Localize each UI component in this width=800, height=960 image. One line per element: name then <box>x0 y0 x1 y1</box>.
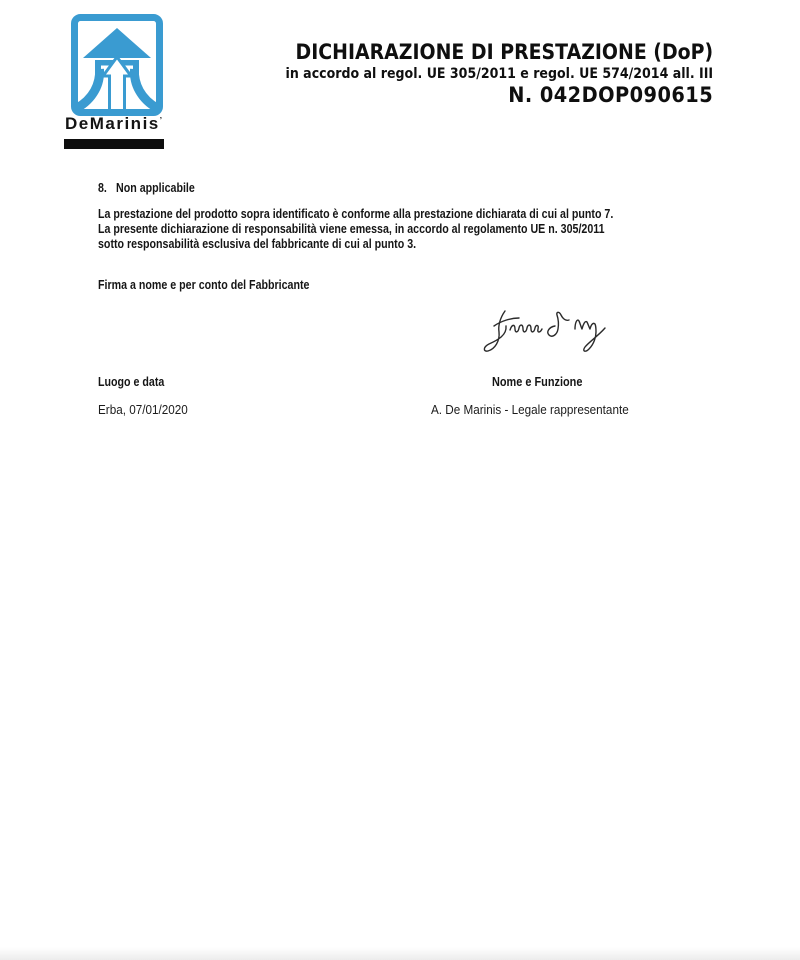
document-title: DICHIARAZIONE DI PRESTAZIONE (DoP) <box>295 40 713 64</box>
name-function-value: A. De Marinis - Legale rappresentante <box>431 402 629 417</box>
list-item-8-number: 8. <box>98 180 107 195</box>
signature-caption: Firma a nome e per conto del Fabbricante <box>98 277 310 292</box>
demarinis-logo-icon <box>71 14 163 116</box>
declaration-paragraph <box>98 206 726 252</box>
list-item-8 <box>98 180 216 195</box>
paragraph-line-2: La presente dichiarazione di responsabilità viene emessa, in accordo al regolamento UE n. 305/2011 <box>98 221 605 237</box>
document-subtitle: in accordo al regol. UE 305/2011 e regol. UE 574/2014 all. III <box>285 66 713 82</box>
place-date-label: Luogo e data <box>98 374 165 389</box>
place-date-value: Erba, 07/01/2020 <box>98 402 188 417</box>
signature-image <box>479 299 609 355</box>
paragraph-line-1: La prestazione del prodotto sopra identificato è conforme alla prestazione dichiarata di cui al punto 7. <box>98 206 614 221</box>
logo-brand-text: DeMarinis <box>65 114 160 133</box>
paragraph-line-3: sotto responsabilità esclusiva del fabbricante di cui al punto 3. <box>98 236 417 252</box>
logo-underline-bar <box>64 139 164 149</box>
logo-wordmark <box>65 114 162 134</box>
document-number: N. 042DOP090615 <box>508 83 713 108</box>
name-function-label: Nome e Funzione <box>492 374 583 389</box>
document-header <box>285 41 713 107</box>
page-bottom-shadow <box>0 947 800 960</box>
list-item-8-text: Non applicabile <box>116 180 195 195</box>
logo-registered-mark: ’ <box>159 116 162 125</box>
